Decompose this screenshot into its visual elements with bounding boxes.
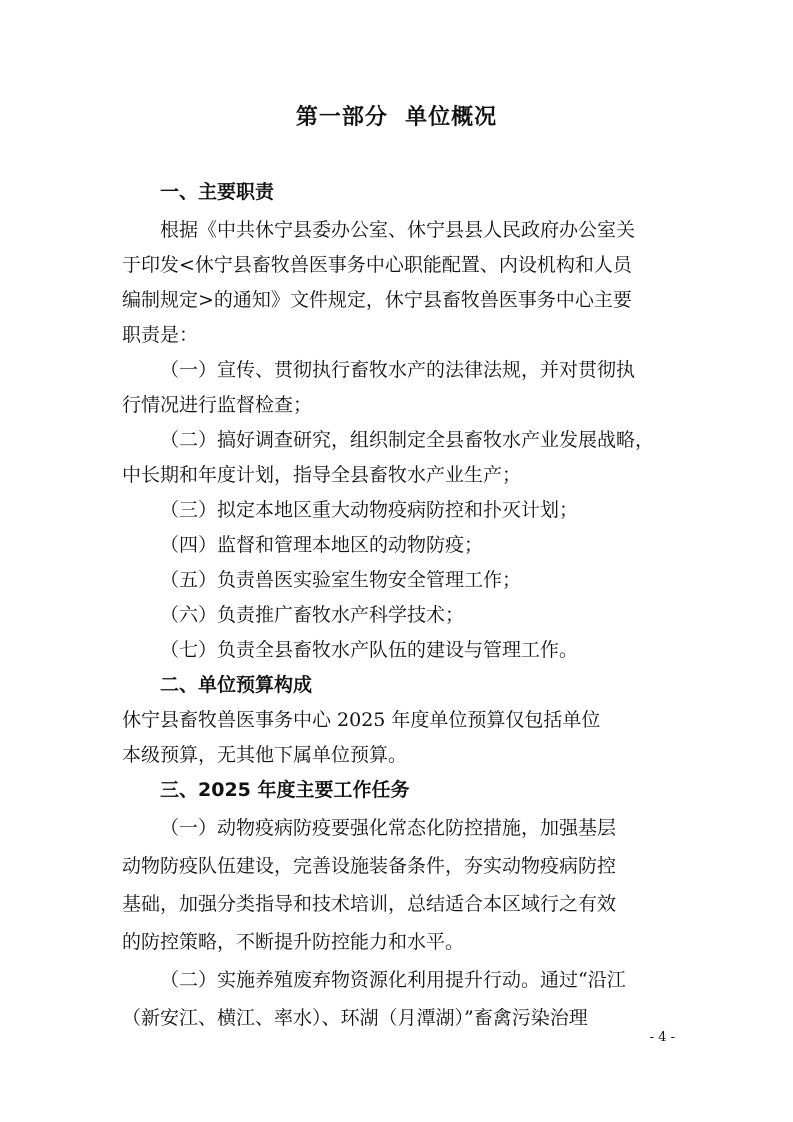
duty-item-3: （三）拟定本地区重大动物疫病防控和扑灭计划；	[160, 499, 579, 521]
paragraph-line: 根据《中共休宁县委办公室、休宁县县人民政府办公室关	[160, 219, 636, 241]
task-item-2: （二）实施养殖废弃物资源化利用提升行动。通过“沿江	[160, 969, 626, 991]
paragraph-line: 行情况进行监督检查；	[122, 394, 313, 416]
paragraph-line: 基础，加强分类指导和技术培训，总结适合本区域行之有效	[122, 893, 617, 915]
duty-item-1: （一）宣传、贯彻执行畜牧水产的法律法规，并对贯彻执	[160, 359, 636, 381]
paragraph-line: （新安江、横江、率水）、环湖（月潭湖）”畜禽污染治理	[122, 1007, 588, 1029]
duty-item-7: （七）负责全县畜牧水产队伍的建设与管理工作。	[160, 639, 579, 661]
section-heading-main-duties: 一、主要职责	[160, 181, 275, 203]
paragraph-line: 本级预算，无其他下属单位预算。	[122, 744, 408, 766]
paragraph-line: 编制规定>的通知》文件规定，休宁县畜牧兽医事务中心主要	[122, 289, 632, 311]
task-item-1: （一）动物疫病防疫要强化常态化防控措施，加强基层	[160, 817, 617, 839]
paragraph-line: 的防控策略，不断提升防控能力和水平。	[122, 931, 465, 953]
paragraph-line: 职责是：	[122, 324, 199, 346]
duty-item-4: （四）监督和管理本地区的动物防疫；	[160, 534, 484, 556]
duty-item-6: （六）负责推广畜牧水产科学技术；	[160, 604, 465, 626]
page-number: - 4 -	[649, 1030, 675, 1045]
page-title: 第一部分 单位概况	[295, 105, 498, 130]
duty-item-5: （五）负责兽医实验室生物安全管理工作；	[160, 569, 522, 591]
paragraph-line: 中长期和年度计划，指导全县畜牧水产业生产；	[122, 464, 522, 486]
paragraph-line: 休宁县畜牧兽医事务中心 2025 年度单位预算仅包括单位	[122, 709, 601, 731]
section-heading-budget-composition: 二、单位预算构成	[160, 674, 313, 696]
section-heading-main-tasks: 三、2025 年度主要工作任务	[160, 779, 410, 801]
duty-item-2: （二）搞好调查研究，组织制定全县畜牧水产业发展战略，	[160, 429, 655, 451]
paragraph-line: 于印发<休宁县畜牧兽医事务中心职能配置、内设机构和人员	[122, 254, 632, 276]
paragraph-line: 动物防疫队伍建设，完善设施装备条件，夯实动物疫病防控	[122, 855, 617, 877]
